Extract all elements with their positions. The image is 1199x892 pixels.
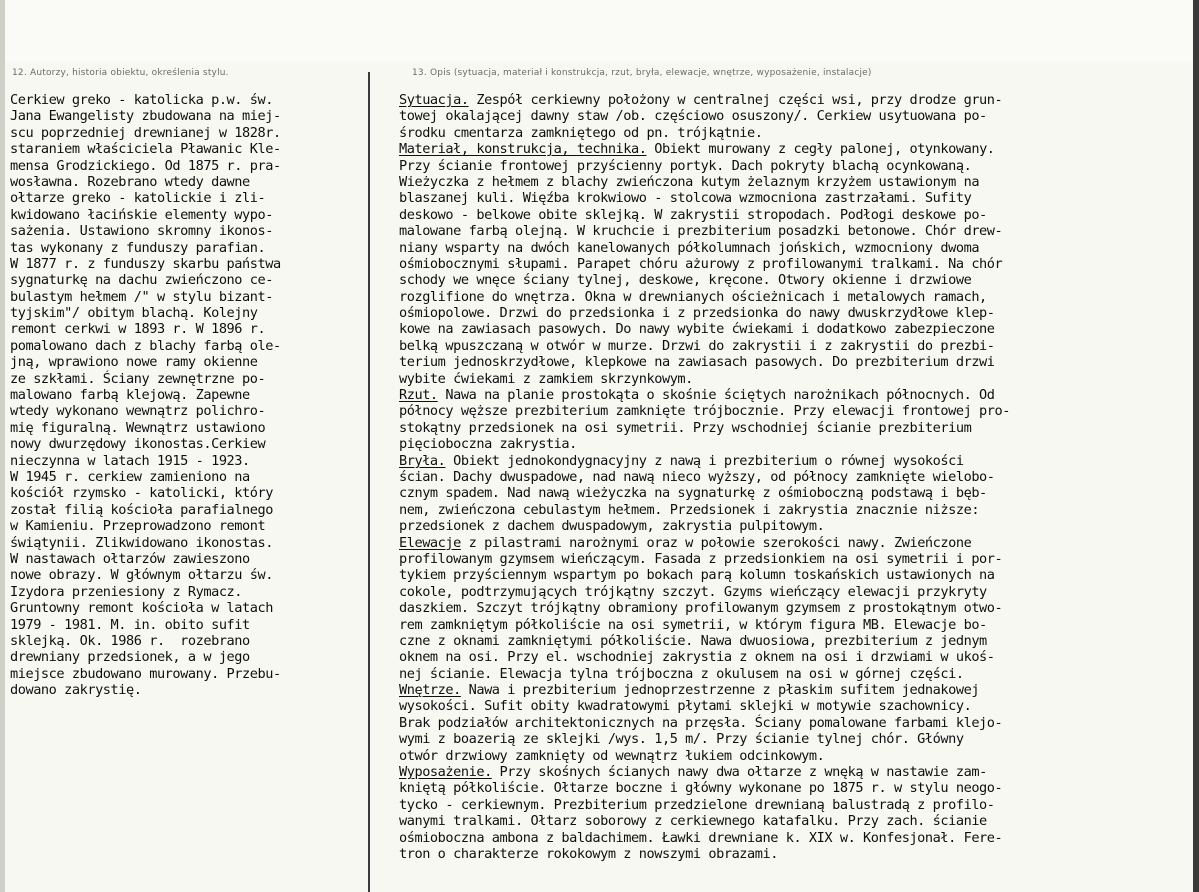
history-text-line: nowy dwurzędowy ikonostas.Cerkiew [10, 436, 266, 453]
history-text-line: staraniem właściciela Pławanic Kle- [10, 141, 281, 158]
description-text: wybite ćwiekami z zamkiem skrzynkowym. [399, 370, 693, 387]
description-text-line [399, 92, 1189, 108]
history-text-line: w Kamieniu. Przeprowadzono remont [10, 518, 266, 535]
description-text: tykiem przyściennym wspartym po bokach parą kolumn toskańskich ustawionych na [399, 567, 995, 584]
description-text: kniętą półkoliście. Ołtarze boczne i główny wykonane po 1875 r. w stylu neogo- [399, 780, 1003, 797]
description-text: cokole, podtrzymujących trójkątny szczyt. Gzyms wieńczący elewacji przykryty [399, 583, 987, 600]
description-text: Nawa i prezbiterium jednoprzestrzenne z płaskim sufitem jednakowej [460, 682, 980, 699]
history-text-line: malowano farbą klejową. Zapewne [10, 387, 250, 404]
history-text-line: Gruntowny remont kościoła w latach [10, 600, 273, 617]
description-text-line [399, 698, 1189, 714]
history-text-line: nieczynna w latach 1915 - 1923. [10, 452, 250, 469]
description-text: towej okalającej dawny staw /ob. częściowo osuszony/. Cerkiew usytuowana po- [399, 108, 987, 125]
history-text-line: scu poprzedniej drewnianej w 1828r. [10, 124, 281, 141]
description-text: malowane farbą olejną. W kruchcie i prezbiterium posadzki betonowe. Chór drew- [399, 223, 1003, 240]
history-text-line: został filią kościoła parafialnego [10, 501, 273, 518]
description-text: wysokości. Sufit obity kwadratowymi płytami sklejki w motywie szachownicy. [399, 698, 972, 715]
description-text: rem zamkniętym półkoliście na osi symetrii, w którym figura MB. Elewacje bo- [399, 616, 987, 633]
history-text-line: tyjskim"/ obitym blachą. Kolejny [10, 305, 258, 322]
description-text: rozglifione do wnętrza. Okna w drewnianych ościeżnicach i metalowych ramach, [399, 288, 987, 305]
history-text-line: ze szkłami. Ściany zewnętrzne po- [10, 370, 266, 387]
description-text: cznym spadem. Nad nawą wieżyczka na sygnaturkę z ośmioboczną podstawą i bęb- [399, 485, 987, 502]
description-text-line [399, 666, 1189, 682]
history-text-line: bulastym hełmem /" w stylu bizant- [10, 288, 273, 305]
section-13-header: 13. Opis (sytuacja, materiał i konstrukcja, rzut, bryła, elewacje, wnętrze, wyposażenie, instalacje) [412, 68, 872, 78]
description-text: Przy skośnych ścianych nawy dwa ołtarze z wnęką w nastawie zam- [491, 764, 987, 781]
description-text-line [399, 485, 1189, 501]
description-text: środku cmentarza zamkniętego od pn. trójkątnie. [399, 124, 763, 141]
description-text-line [399, 518, 1189, 534]
description-text-line [399, 174, 1189, 190]
description-text-line [399, 158, 1189, 174]
description-text: terium jednoskrzydłowe, klepkowe na zawiasach pasowych. Do prezbiterium drzwi [399, 354, 995, 371]
description-text: Zespół cerkiewny położony w centralnej części wsi, przy drodze grun- [468, 92, 1003, 108]
description-text-line [399, 387, 1189, 403]
description-text: daszkiem. Szczyt trójkątny obramiony profilowanym gzymsem z prostokątnym otwo- [399, 600, 1003, 617]
description-text-line [399, 469, 1189, 485]
description-text-line [399, 240, 1189, 256]
description-text: ośmiobocznymi słupami. Parapet chóru ażurowy z profilowanymi tralkami. Na chór [399, 255, 1003, 272]
description-text: Obiekt murowany z cegły palonej, otynkowany. [646, 141, 995, 158]
description-text-line [399, 371, 1189, 387]
history-text-line: kwidowano łacińskie elementy wypo- [10, 206, 273, 223]
description-text-line [399, 125, 1189, 141]
description-text-line [399, 190, 1189, 206]
description-text-line [399, 764, 1189, 780]
description-text: Nawa na planie prostokąta o skośnie ściętych narożnikach północnych. Od [437, 387, 995, 404]
description-text: wanymi tralkami. Ołtarz soborowy z cerkiewnego katafalku. Przy zach. ścianie [399, 813, 987, 830]
description-text-line [399, 141, 1189, 157]
section-heading: Elewacje [399, 534, 461, 551]
description-text-line [399, 830, 1189, 846]
description-text: ośmioboczna ambona z baldachimem. Ławki drewniane k. XIX w. Konfesjonał. Fere- [399, 829, 1003, 846]
description-text: Obiekt jednokondygnacyjny z nawą i prezbiterium o równej wysokości [445, 452, 964, 469]
description-text: północy węższe prezbiterium zamknięte trójbocznie. Przy elewacji frontowej pro- [399, 403, 1010, 420]
description-text-line [399, 305, 1189, 321]
history-text-line: mensa Grodzickiego. Od 1875 r. pra- [10, 157, 281, 174]
section-heading: Sytuacja. [399, 92, 469, 108]
history-text-line: 1979 - 1981. M. in. obito sufit [10, 616, 250, 633]
history-text-line: wtedy wykonano wewnątrz polichro- [10, 403, 266, 420]
description-text-line [399, 256, 1189, 272]
description-column [399, 92, 1189, 862]
history-text-line: Izydora przeniesiony z Rymacz. [10, 583, 243, 600]
history-text-line: mię figuralną. Wewnątrz ustawiono [10, 419, 266, 436]
history-text-line: nowe obrazy. W głównym ołtarzu św. [10, 567, 273, 584]
sheet-top-margin [0, 0, 1199, 62]
description-text: nej ścianie. Elewacja tylna trójboczna z okulusem na osi w górnej części. [399, 665, 964, 682]
description-text-line [399, 289, 1189, 305]
history-text-line: W 1877 r. z funduszy skarbu państwa [10, 255, 281, 272]
description-text-line [399, 584, 1189, 600]
description-text-line [399, 797, 1189, 813]
history-text-line: jną, wprawiono nowe ramy okienne [10, 354, 258, 371]
description-text-line [399, 567, 1189, 583]
history-text-line: sażenia. Ustawiono skromny ikonos- [10, 223, 273, 240]
description-text-line [399, 617, 1189, 633]
history-text-line: ołtarze greko - katolickie i zli- [10, 190, 266, 207]
description-text-line [399, 682, 1189, 698]
history-text-line: remont cerkwi w 1893 r. W 1896 r. [10, 321, 266, 338]
description-text-line [399, 354, 1189, 370]
description-text-line [399, 321, 1189, 337]
history-text-line: W 1945 r. cerkiew zamieniono na [10, 468, 250, 485]
description-text: blaszanej kuli. Więźba krokwiowo - stolcowa wzmocniona zastrzałami. Sufity [399, 190, 972, 207]
description-text-line [399, 780, 1189, 796]
section-heading: Rzut. [399, 387, 438, 404]
description-text-line [399, 633, 1189, 649]
history-text-line: Cerkiew greko - katolicka p.w. św. [10, 92, 273, 108]
description-text-line [399, 338, 1189, 354]
description-text-line [399, 846, 1189, 862]
description-text-line [399, 420, 1189, 436]
description-text: ośmiopolowe. Drzwi do przedsionka i z przedsionka do nawy dwuskrzydłowe klep- [399, 305, 995, 322]
history-text-line: W nastawach ołtarzów zawieszono [10, 550, 250, 567]
history-text-line: sklejką. Ok. 1986 r. rozebrano [10, 632, 250, 649]
history-text-line: dowano zakrystię. [10, 682, 142, 699]
history-text-line: świątynii. Zlikwidowano ikonostas. [10, 534, 273, 551]
history-text-line: sygnaturkę na dachu zwieńczono ce- [10, 272, 273, 289]
description-text: czne z oknami zamkniętymi półkoliście. Nawa dwuosiowa, prezbiterium z jednym [399, 632, 987, 649]
description-text-line [399, 748, 1189, 764]
description-text: oknem na osi. Przy el. wschodniej zakrystia z oknem na osi i drzwiami w ukoś- [399, 649, 995, 666]
description-text: pięcioboczna zakrystia. [399, 436, 577, 453]
history-text-line: tas wykonany z funduszy parafian. [10, 239, 266, 256]
description-text-line [399, 108, 1189, 124]
description-text: tycko - cerkiewnym. Prezbiterium przedzielone drewnianą balustradą z profilo- [399, 796, 995, 813]
history-text-line: miejsce zbudowano murowany. Przebu- [10, 665, 281, 682]
section-12-header: 12. Autorzy, historia obiektu, określenia stylu. [12, 68, 229, 78]
history-text-line: kościół rzymsko - katolicki, który [10, 485, 273, 502]
description-text-line [399, 600, 1189, 616]
description-text-line [399, 535, 1189, 551]
description-text-line [399, 502, 1189, 518]
section-heading: Wnętrze. [399, 682, 461, 699]
description-text-line [399, 731, 1189, 747]
description-text-line [399, 649, 1189, 665]
history-text-line: Jana Ewangelisty zbudowana na miej- [10, 108, 281, 125]
description-text: nem, zwieńczona cebulastym hełmem. Przedsionek i zakrystia znacznie niższe: [399, 501, 980, 518]
description-text: Przy ścianie frontowej przyścienny portyk. Dach pokryty blachą ocynkowaną. [399, 157, 972, 174]
description-text-line [399, 715, 1189, 731]
description-text: ścian. Dachy dwuspadowe, nad nawą nieco wyższy, od północy zamknięte wielobo- [399, 468, 995, 485]
description-text-line [399, 403, 1189, 419]
description-text: profilowanym gzymsem wieńczącym. Fasada z przedsionkiem na osi symetrii i por- [399, 550, 1003, 567]
history-column [10, 92, 366, 698]
section-heading: Bryła. [399, 452, 446, 469]
history-text-line: drewniany przedsionek, a w jego [10, 649, 250, 666]
description-text: Brak podziałów architektonicznych na przęsła. Ściany pomalowane farbami klejo- [399, 714, 1003, 731]
column-divider [368, 72, 370, 892]
description-text: wymi z boazerią ze sklejki /wys. 1,5 m/. Przy ścianie tylnej chór. Główny [399, 731, 964, 748]
description-text-line [399, 207, 1189, 223]
history-text-line: pomalowano dach z blachy farbą ole- [10, 337, 281, 354]
description-text: schody we wnęce ściany tylnej, deskowe, kręcone. Otwory okienne i drzwiowe [399, 272, 972, 289]
description-text: tron o charakterze rokokowym z nowszymi obrazami. [399, 845, 778, 862]
history-text-line: wosławna. Rozebrano wtedy dawne [10, 173, 250, 190]
description-text: stokątny przedsionek na osi symetrii. Przy wschodniej ścianie prezbiterium [399, 419, 972, 436]
description-text: otwór drzwiowy zamknięty od wewnątrz łukiem odcinkowym. [399, 747, 825, 764]
description-text: przedsionek z dachem dwuspadowym, zakrystia pulpitowym. [399, 518, 825, 535]
description-text: z pilastrami narożnymi oraz w połowie szerokości nawy. Zwieńczone [460, 534, 972, 551]
section-heading: Wyposażenie. [399, 764, 492, 781]
sheet-left-edge [0, 0, 5, 892]
description-text-line [399, 223, 1189, 239]
description-text: belką wpuszczaną w otwór w murze. Drzwi do zakrystii i z zakrystii do prezbi- [399, 337, 995, 354]
description-text-line [399, 813, 1189, 829]
section-heading: Materiał, konstrukcja, technika. [399, 141, 647, 158]
description-text: deskowo - belkowe obite sklejką. W zakrystii stropodach. Podłogi deskowe po- [399, 206, 987, 223]
sheet-right-edge [1193, 0, 1199, 892]
description-text: Wieżyczka z hełmem z blachy zwieńczona kutym żelaznym krzyżem ustawionym na [399, 173, 980, 190]
description-text-line [399, 272, 1189, 288]
description-text: niany wsparty na dwóch kanelowanych półkolumnach jońskich, wzmocniony dwoma [399, 239, 980, 256]
description-text: kowe na zawiasach pasowych. Do nawy wybite ćwiekami i dodatkowo zabezpieczone [399, 321, 995, 338]
description-text-line [399, 453, 1189, 469]
description-text-line [399, 436, 1189, 452]
description-text-line [399, 551, 1189, 567]
